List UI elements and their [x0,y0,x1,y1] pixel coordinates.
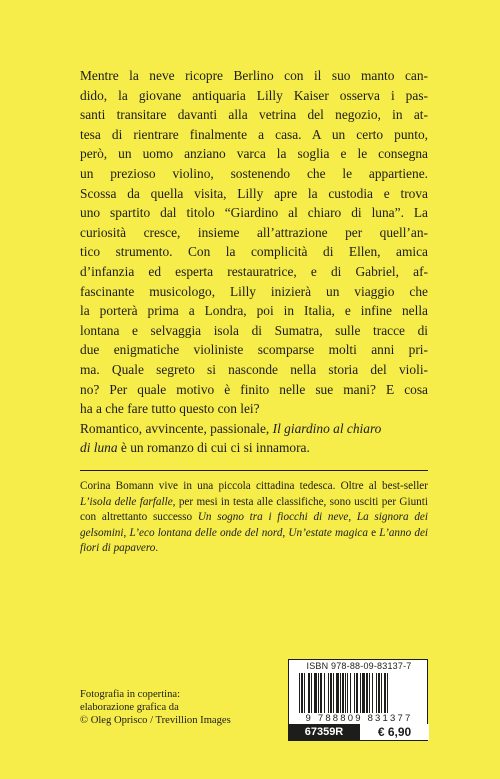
barcode-bar [333,673,334,713]
blurb-line: ma. Quale segreto si nasconde nella storia del violi- [80,361,428,377]
book-title: Il giardino al chiaro [272,420,382,436]
barcode-icon [299,673,423,713]
barcode-bar [376,673,377,713]
bio-sep: , [282,526,289,539]
closing-text-end: è un romanzo di cui ci si innamora. [117,440,310,456]
bio-intro: Corina Bomann vive in una piccola cittadina tedesca. Oltre al best-seller [80,480,428,492]
barcode-bar [324,673,325,713]
blurb-line: dido, la giovane antiquaria Lilly Kaiser osserva i pas- [80,87,428,103]
barcode-bar [301,673,303,713]
blurb-line: un prezioso violino, sostenendo che le appartiene. [80,165,428,181]
barcode-bar [369,673,370,713]
credit-line: elaborazione grafica da [80,702,179,714]
blurb-line: però, un uomo anziano varca la soglia e le consegna [80,146,428,162]
barcode-bar [311,673,312,713]
barcode-bar [378,673,380,713]
divider [80,470,428,471]
bio-book-title: Un sogno tra i fiocchi di neve [197,511,349,524]
blurb-line: d’infanzia ed esperta restauratrice, e di Gabriel, af- [80,263,428,279]
barcode-bar [350,673,351,713]
barcode-bar [356,673,358,713]
barcode-box [288,659,428,741]
blurb-line: no? Per quale motivo è finito nelle sue mani? E cosa [80,381,428,397]
barcode-bar [366,673,368,713]
barcode-digits: 9 788809 831377 [305,713,413,724]
barcode-bar [340,673,341,713]
bio-book-title: L’isola delle farfalle [80,495,173,508]
blurb-closing [80,419,428,458]
product-code: 67359R [289,724,359,740]
bio-sep: e [367,526,380,539]
blurb [80,66,428,458]
bio-book-title: Un’estate magica [288,526,368,539]
barcode-bar [354,673,355,713]
photo-credits [80,688,270,728]
author-bio [80,479,428,557]
barcode-bar [345,673,346,713]
barcode-bar [328,673,329,713]
bio-book-title: L’anno dei fiori di papavero [80,526,429,555]
barcode-bar [314,673,317,713]
price: € 6,90 [359,724,429,740]
bio-book-title: La signora dei gelsomini [80,511,429,539]
blurb-line: lontana e selvaggia isola di Sumatra, sulle tracce di [80,322,428,338]
bio-sep: , [348,511,357,524]
barcode-bar [372,673,373,713]
credit-line: Fotografia in copertina: [80,689,181,700]
barcode-bar [308,673,310,713]
barcode-bar [330,673,332,713]
blurb-line: tico strumento. Con la complicità di Ellen, amica [80,244,428,260]
book-title-cont: di luna [80,440,118,456]
blurb-line: ha a che fare tutto questo con lei? [80,401,260,417]
credit-line: © Oleg Oprisco / Trevillion Images [80,715,231,727]
barcode-bar [387,673,388,713]
blurb-line: Scossa da quella visita, Lilly apre la custodia e trova [80,185,428,201]
blurb-line: santi transitare davanti alla vetrina del negozio, in at- [80,107,428,123]
bio-end: . [155,542,159,555]
barcode-bar [362,673,365,713]
blurb-line: fascinante musicologo, Lilly inizierà un viaggio che [80,283,428,299]
bio-text: , per mesi in testa alle classifiche, sono usciti per Giunti con altrettanto successo [80,495,428,524]
barcode-bar [384,673,386,713]
barcode-bar [299,673,300,713]
blurb-line: curiosità cresce, insieme all’attrazione per quell’an- [80,224,428,240]
barcode-bar [347,673,348,713]
barcode-bar [360,673,361,713]
blurb-line: tesa di rientrare finalmente a casa. A un certo punto, [80,126,428,142]
closing-text: Romantico, avvincente, passionale, [80,420,273,436]
isbn-text: ISBN 978-88-09-83137-7 [306,661,412,671]
barcode-bar [342,673,344,713]
barcode-bar [320,673,322,713]
blurb-text [80,66,428,419]
blurb-line: Mentre la neve ricopre Berlino con il suo manto can- [80,68,428,83]
blurb-line: uno spartito dal titolo “Giardino al chiaro di luna”. La [80,205,428,221]
barcode-bar [318,673,319,713]
blurb-line: la porterà prima a Londra, poi in Italia, e infine nella [80,303,428,319]
bio-sep: , [123,526,130,539]
barcode-bar [304,673,305,713]
bio-book-title: L’eco lontana delle onde del nord [129,526,283,539]
blurb-line: due enigmatiche violiniste scomparse molti anni pri- [80,342,428,358]
barcode-bar [381,673,382,713]
barcode-bar [336,673,339,713]
